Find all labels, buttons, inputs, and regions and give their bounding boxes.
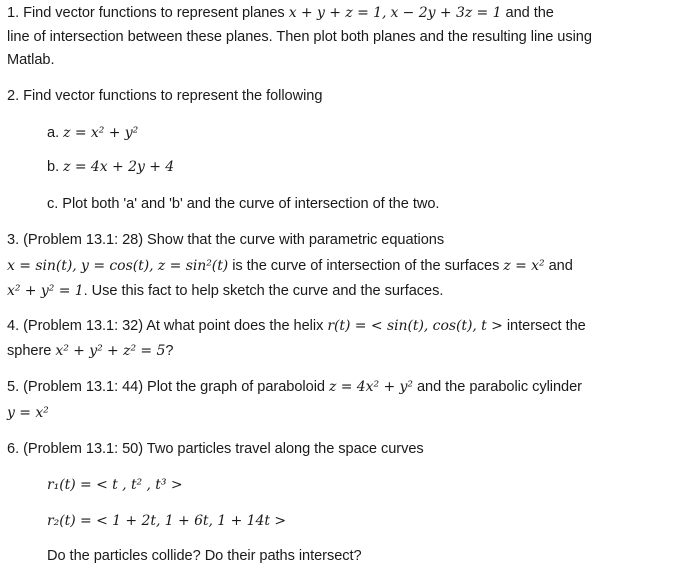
q1-plane-2: x − 2y + 3z = 1 xyxy=(390,5,502,21)
q2-b-equation: z = 4x + 2y + 4 xyxy=(63,159,175,175)
q2-part-a xyxy=(47,123,138,143)
q6-curve-1 xyxy=(47,475,183,495)
q3-and: and xyxy=(548,258,573,274)
q4-line-1 xyxy=(7,316,586,336)
q3-surface-2: x² + y² = 1 xyxy=(7,283,84,299)
q3-line-3 xyxy=(7,281,443,301)
q5-lead: 5. (Problem 13.1: 44) Plot the graph of paraboloid xyxy=(7,379,325,395)
q2-part-b xyxy=(47,157,174,177)
q2-a-equation: z = x² + y² xyxy=(63,125,139,141)
q4-line-2 xyxy=(7,341,173,361)
q4-sphere-word: sphere xyxy=(7,343,52,359)
q2-a-label: a. xyxy=(47,125,60,141)
q5-paraboloid: z = 4x² + y² xyxy=(328,379,413,395)
q1-lead: 1. Find vector functions to represent planes xyxy=(7,5,285,21)
q3-lead: 3. (Problem 13.1: 28) Show that the curve with parametric equations xyxy=(7,232,445,248)
q3-tail: . Use this fact to help sketch the curve and the surfaces. xyxy=(83,283,444,299)
q3-parametric-equations: x = sin(t), y = cos(t), z = sin²(t) xyxy=(7,258,229,274)
q1-line-1 xyxy=(7,3,554,23)
q1-tail: and the xyxy=(505,5,554,21)
q1-plane-1: x + y + z = 1, xyxy=(288,5,387,21)
q2-part-c: c. Plot both 'a' and 'b' and the curve of intersection of the two. xyxy=(47,196,440,212)
q4-tail: intersect the xyxy=(506,318,586,334)
q6-r1: r₁(t) = < t , t² , t³ > xyxy=(47,477,183,493)
q1-line-2: line of intersection between these planes. Then plot both planes and the resulting line using xyxy=(7,29,592,45)
q6-question: Do the particles collide? Do their paths intersect? xyxy=(47,548,362,564)
q5-line-1 xyxy=(7,377,582,397)
q3-mid: is the curve of intersection of the surfaces xyxy=(232,258,500,274)
q2-lead: 2. Find vector functions to represent the following xyxy=(7,88,323,104)
q5-tail: and the parabolic cylinder xyxy=(416,379,582,395)
q3-line-2 xyxy=(7,256,573,276)
q1-line-3: Matlab. xyxy=(7,52,55,68)
q3-surface-1: z = x² xyxy=(503,258,545,274)
q5-cylinder: y = x² xyxy=(7,405,49,421)
q4-question-mark: ? xyxy=(165,343,174,359)
q2-b-label: b. xyxy=(47,159,60,175)
q6-r2: r₂(t) = < 1 + 2t, 1 + 6t, 1 + 14t > xyxy=(47,513,287,529)
q4-lead: 4. (Problem 13.1: 32) At what point does the helix xyxy=(7,318,324,334)
q4-sphere-equation: x² + y² + z² = 5 xyxy=(55,343,166,359)
q5-line-2 xyxy=(7,403,49,423)
q6-lead: 6. (Problem 13.1: 50) Two particles travel along the space curves xyxy=(7,441,424,457)
q4-helix: r(t) = < sin(t), cos(t), t > xyxy=(327,318,503,334)
q6-curve-2 xyxy=(47,511,286,531)
